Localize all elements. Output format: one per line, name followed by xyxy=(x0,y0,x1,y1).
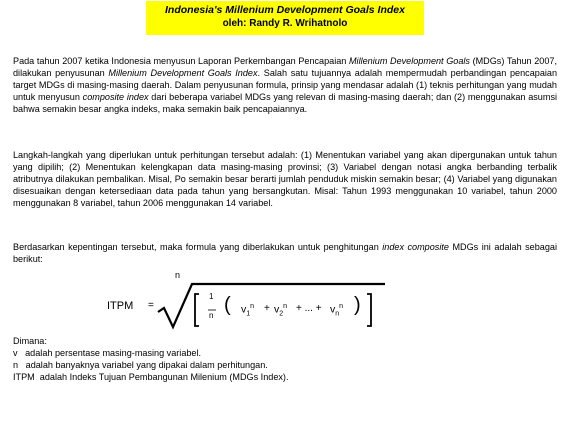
p3-text-a: Berdasarkan kepentingan tersebut, maka formula yang diberlakukan untuk penghitungan xyxy=(13,242,383,252)
vn-sub: n xyxy=(335,310,340,318)
paragraph-intro xyxy=(13,56,557,116)
p3-text-c: MDGs ini adalah sebagai berikut: xyxy=(13,242,557,264)
definition-n: n adalah banyaknya variabel yang dipakai dalam perhitungan. xyxy=(13,359,268,370)
p1-term-composite-index: composite index xyxy=(82,91,149,102)
formula-equals: = xyxy=(148,300,154,311)
title-banner xyxy=(146,1,424,35)
paragraph-formula-intro xyxy=(13,242,557,266)
document-title: Indonesia's Millenium Development Goals Index xyxy=(165,4,405,16)
v1-sup: n xyxy=(250,303,255,310)
v1-sub: 1 xyxy=(246,310,251,318)
radical-sign xyxy=(0,270,570,330)
definitions xyxy=(13,336,557,384)
definitions-heading: Dimana: xyxy=(13,336,47,346)
root-index: n xyxy=(175,270,181,280)
itpm-formula xyxy=(0,270,570,330)
definition-itpm: ITPM adalah Indeks Tujuan Pembangunan Milenium (MDGs Index). xyxy=(13,371,289,382)
term-v1 xyxy=(241,303,254,318)
fraction-denominator: n xyxy=(209,311,214,320)
open-paren: ( xyxy=(224,294,231,316)
vn-base: v xyxy=(330,303,336,316)
v2-base: v xyxy=(274,303,280,316)
close-paren: ) xyxy=(354,294,361,316)
v2-sup: n xyxy=(283,303,288,310)
v1-base: v xyxy=(241,303,247,316)
p3-term-index-composite: index composite xyxy=(382,242,449,252)
vn-sup: n xyxy=(339,303,344,310)
p1-text-c: (MDGs) Tahun 2007, dilakukan penyusunan xyxy=(13,56,557,78)
formula-lhs: ITPM xyxy=(107,300,134,312)
p1-text-e: . Salah satu tujuannya adalah mempermudah perbandingan pencapaian target MDGs di masing-masing daerah. Dalam penyusunan formula, prinsip yang mendasar adalah (1) teknis perhitungan yang mudah untuk menyusun xyxy=(13,67,558,102)
v2-sub: 2 xyxy=(279,310,284,318)
definition-v: v adalah persentase masing-masing variabel. xyxy=(13,347,202,358)
ellipsis-terms: + ... + xyxy=(296,303,322,314)
p1-term-mdg-index: Millenium Development Goals Index xyxy=(108,67,258,78)
fraction-numerator: 1 xyxy=(209,292,214,301)
term-vn xyxy=(330,303,343,318)
paragraph-steps: Langkah-langkah yang diperlukan untuk perhitungan tersebut adalah: (1) Menentukan variabel yang akan dipergunakan untuk tahun yang dipilih; (2) Menentukan kelengkapan data masing-masing provinsi; (3) Variabel dengan notasi angka berbanding terbalik atributnya dilakukan pembalikan. Misal, Po semakin besar berarti jumlah penduduk miskin semakin besar; (4) Variabel yang digunakan disesuaikan dengan ketersediaan data pada tahun yang bersangkutan. Misal: Tahun 1993 menggunakan 10 variabel, tahun 2000 menggunakan 8 variabel, tahun 2006 menggunakan 14 variabel. xyxy=(13,150,557,208)
p1-text-g: dari beberapa variabel MDGs yang relevan di masing-masing daerah; dan (2) menggunakan asumsi bahwa semakin besar angka indeks, maka semakin baik pencapaiannya. xyxy=(13,91,558,114)
document-author: oleh: Randy R. Wrihatnolo xyxy=(222,18,348,29)
term-v2 xyxy=(274,303,287,318)
p1-term-mdg: Millenium Development Goals xyxy=(348,56,470,66)
p1-text-a: Pada tahun 2007 ketika Indonesia menyusun Laporan Perkembangan Pencapaian xyxy=(13,56,349,66)
plus-sign: + xyxy=(264,303,270,314)
